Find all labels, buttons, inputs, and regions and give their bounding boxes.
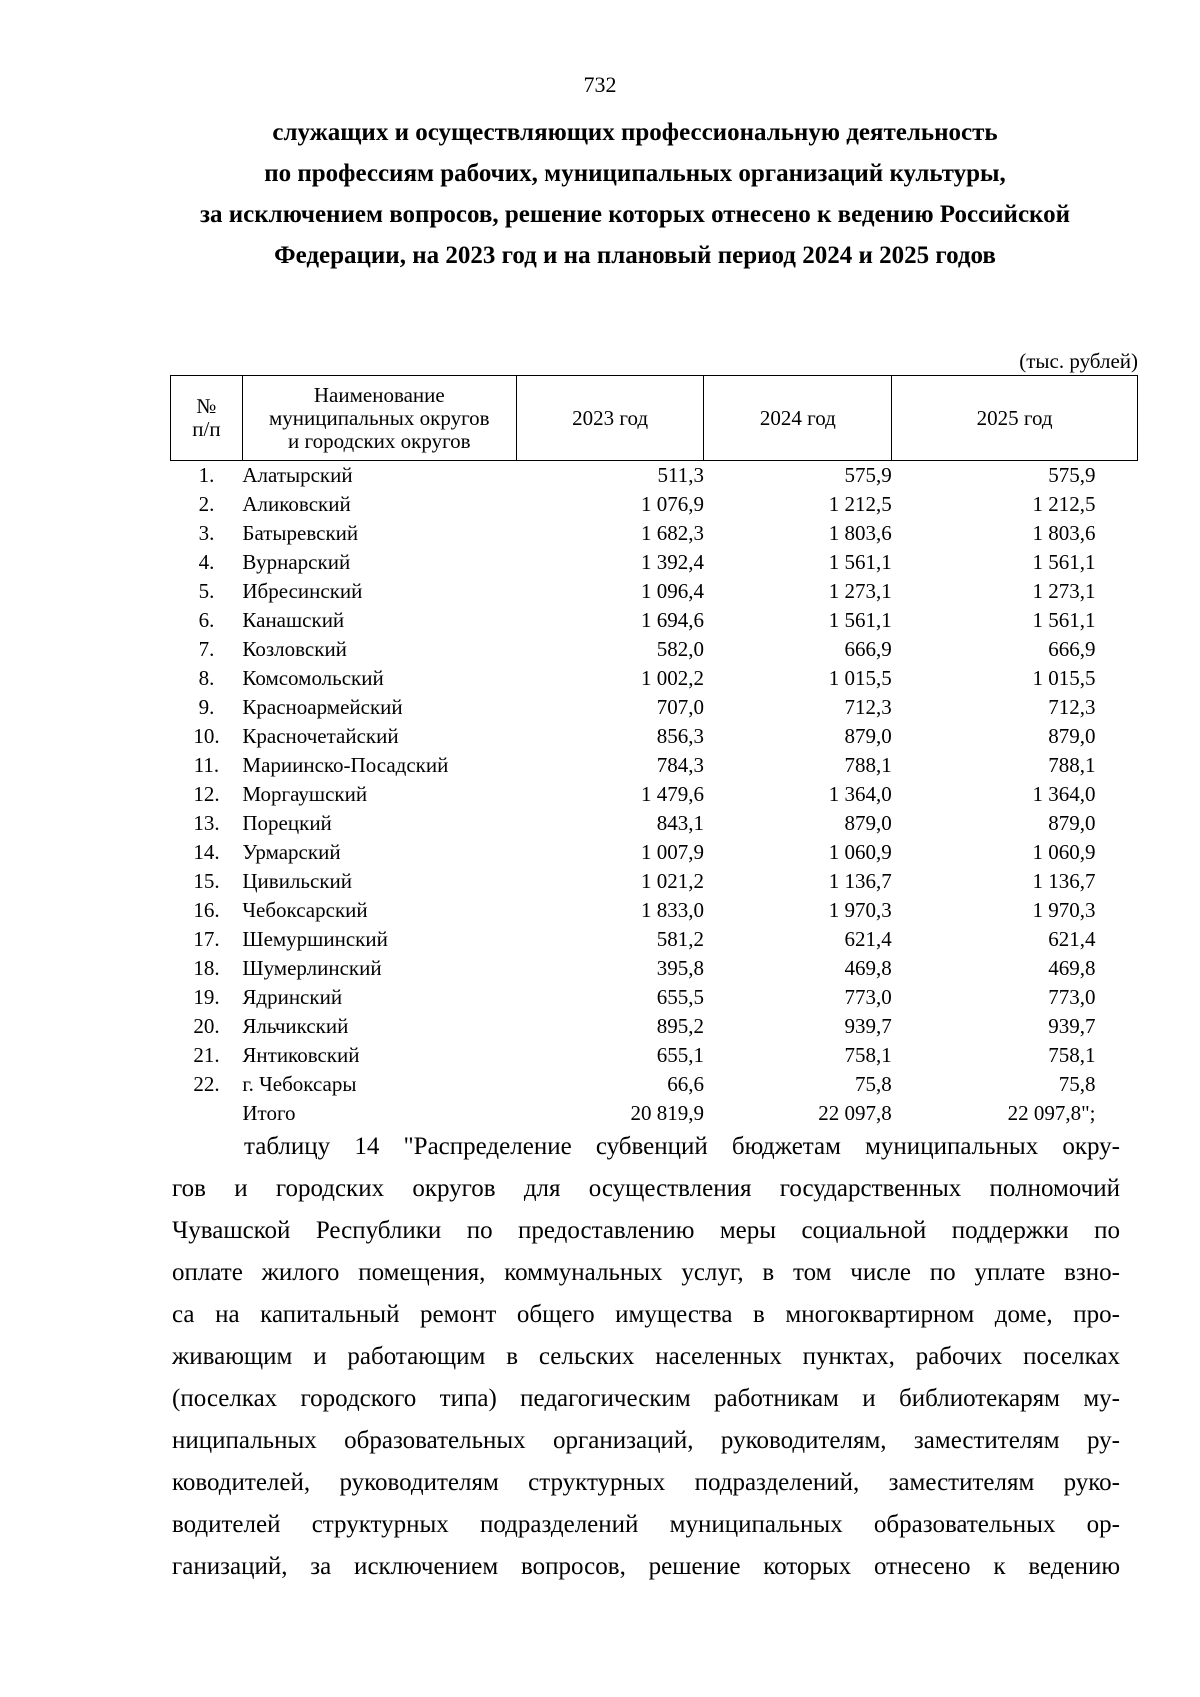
row-2024: 1 561,1 [828,550,892,574]
row-2023: 843,1 [656,811,704,835]
row-number: 16. [193,898,220,922]
row-2025: 575,9 [1048,463,1096,487]
row-number: 9. [198,695,215,719]
table-row [171,983,1138,1012]
row-name: г. Чебоксары [242,1072,357,1096]
row-2024: 788,1 [844,753,892,777]
row-number: 12. [193,782,220,806]
subvention-table [170,375,1138,1128]
table-row [171,1041,1138,1070]
row-2025: 1 015,5 [1032,666,1096,690]
row-2024: 666,9 [844,637,892,661]
table-body [171,461,1138,1100]
row-2023: 511,3 [657,463,704,487]
table-row [171,461,1138,491]
row-2023: 784,3 [656,753,704,777]
row-name: Чебоксарский [242,898,368,922]
total-2024: 22 097,8 [818,1101,892,1125]
table-row [171,751,1138,780]
row-name: Ибресинский [242,579,363,603]
row-2023: 581,2 [656,927,704,951]
table-row [171,693,1138,722]
table-header-row [171,376,1138,461]
table-row [171,664,1138,693]
row-2023: 66,6 [667,1072,704,1096]
row-2024: 1 561,1 [828,608,892,632]
row-2023: 1 392,4 [640,550,704,574]
body-line: Чувашской Республики по предоставлению меры социальной поддержки по [172,1217,1120,1244]
row-name: Моргаушский [242,782,368,806]
row-2025: 879,0 [1048,724,1096,748]
row-name: Ядринский [242,985,343,1009]
table-row [171,867,1138,896]
header-2023: 2023 год [516,376,704,461]
row-2024: 879,0 [844,811,892,835]
row-number: 2. [198,492,215,516]
row-2023: 655,5 [656,985,704,1009]
row-2024: 1 970,3 [828,898,892,922]
table-row [171,838,1138,867]
title-line: по профессиям рабочих, муниципальных организаций культуры, [264,160,1006,187]
row-number: 4. [198,550,215,574]
row-number: 11. [193,753,220,777]
body-paragraph [172,1126,1120,1588]
row-number: 15. [193,869,220,893]
row-2024: 1 364,0 [828,782,892,806]
row-2023: 1 682,3 [640,521,704,545]
row-number: 19. [193,985,220,1009]
row-2023: 895,2 [656,1014,704,1038]
row-2024: 879,0 [844,724,892,748]
body-line: (поселках городского типа) педагогическим работникам и библиотекарям му- [172,1385,1120,1412]
body-line: ниципальных образовательных организаций, руководителям, заместителям ру- [172,1427,1120,1454]
row-number: 5. [198,579,215,603]
row-2023: 395,8 [656,956,704,980]
row-number: 22. [193,1072,220,1096]
row-number: 7. [198,637,215,661]
row-2025: 1 561,1 [1032,550,1096,574]
row-2024: 75,8 [854,1072,892,1096]
row-name: Урмарский [242,840,341,864]
row-2025: 788,1 [1048,753,1096,777]
total-num [171,1099,243,1128]
table-row [171,1070,1138,1099]
row-2024: 712,3 [844,695,892,719]
row-name: Красночетайский [242,724,399,748]
table-row [171,809,1138,838]
row-name: Аликовский [242,492,351,516]
row-number: 8. [198,666,215,690]
header-number: № п/п [171,376,243,461]
row-name: Козловский [242,637,347,661]
row-2025: 469,8 [1048,956,1096,980]
row-name: Цивильский [242,869,353,893]
table-row [171,780,1138,809]
row-number: 14. [193,840,220,864]
row-number: 10. [193,724,220,748]
header-name: Наименование муниципальных округов и городских округов [242,376,516,461]
row-name: Вурнарский [242,550,351,574]
table-row [171,722,1138,751]
row-2024: 773,0 [844,985,892,1009]
body-line: оплате жилого помещения, коммунальных услуг, в том числе по уплате взно- [172,1259,1120,1286]
row-name: Алатырский [242,463,353,487]
body-line: ганизаций, за исключением вопросов, решение которых отнесено к ведению [172,1553,1120,1580]
row-2023: 1 694,6 [640,608,704,632]
header-2024: 2024 год [704,376,892,461]
table-row [171,490,1138,519]
row-2025: 1 212,5 [1032,492,1096,516]
row-2025: 1 561,1 [1032,608,1096,632]
row-number: 3. [198,521,215,545]
row-2024: 758,1 [844,1043,892,1067]
row-2024: 1 015,5 [828,666,892,690]
row-2023: 856,3 [656,724,704,748]
table-row [171,548,1138,577]
row-name: Порецкий [242,811,332,835]
total-row [171,1099,1138,1128]
units-label: (тыс. рублей) [1019,349,1138,373]
row-2025: 712,3 [1048,695,1096,719]
row-number: 1. [198,463,215,487]
header-2025: 2025 год [892,376,1138,461]
body-line: живающим и работающим в сельских населенных пунктах, рабочих поселках [172,1343,1120,1370]
row-name: Красноармейский [242,695,403,719]
row-2025: 666,9 [1048,637,1096,661]
row-2025: 75,8 [1058,1072,1096,1096]
row-2025: 1 803,6 [1032,521,1096,545]
row-2025: 1 273,1 [1032,579,1096,603]
table-row [171,896,1138,925]
row-name: Шемуршинский [242,927,388,951]
document-title [140,112,1130,276]
row-2025: 1 364,0 [1032,782,1096,806]
row-2025: 1 060,9 [1032,840,1096,864]
table-row [171,519,1138,548]
row-2024: 939,7 [844,1014,892,1038]
table-row [171,635,1138,664]
total-2023: 20 819,9 [630,1101,704,1125]
row-2024: 1 212,5 [828,492,892,516]
row-2023: 1 833,0 [640,898,704,922]
row-2025: 621,4 [1048,927,1096,951]
body-line: ководителей, руководителям структурных подразделений, заместителям руко- [172,1469,1120,1496]
row-2024: 469,8 [844,956,892,980]
body-line: водителей структурных подразделений муниципальных образовательных ор- [172,1511,1120,1538]
table-row [171,577,1138,606]
row-2025: 1 970,3 [1032,898,1096,922]
table-row [171,954,1138,983]
body-line: гов и городских округов для осуществления государственных полномочий [172,1175,1120,1202]
row-2023: 655,1 [656,1043,704,1067]
total-closing-quote: "; [1081,1101,1096,1125]
table-row [171,925,1138,954]
title-line: служащих и осуществляющих профессиональную деятельность [272,119,998,146]
row-name: Батыревский [242,521,359,545]
row-2023: 707,0 [656,695,704,719]
row-name: Янтиковский [242,1043,360,1067]
row-2023: 1 076,9 [640,492,704,516]
row-number: 18. [193,956,220,980]
row-2024: 621,4 [844,927,892,951]
row-number: 20. [193,1014,220,1038]
body-line: таблицу 14 "Распределение субвенций бюджетам муниципальных окру- [244,1133,1120,1160]
row-2024: 1 060,9 [828,840,892,864]
row-2023: 1 096,4 [640,579,704,603]
title-line: за исключением вопросов, решение которых отнесено к ведению Российской [199,201,1071,228]
row-number: 13. [193,811,220,835]
total-2025-value: 22 097,8 [1007,1101,1082,1125]
row-2025: 1 136,7 [1032,869,1096,893]
total-2025 [892,1099,1138,1128]
row-2025: 939,7 [1048,1014,1096,1038]
total-label: Итого [242,1101,296,1125]
row-name: Яльчикский [242,1014,349,1038]
row-name: Комсомольский [242,666,384,690]
row-2025: 773,0 [1048,985,1096,1009]
table-row [171,1012,1138,1041]
row-name: Шумерлинский [242,956,382,980]
title-line: Федерации, на 2023 год и на плановый период 2024 и 2025 годов [274,242,996,269]
row-2023: 1 021,2 [640,869,704,893]
row-number: 21. [193,1043,220,1067]
row-2023: 1 007,9 [640,840,704,864]
row-2024: 1 803,6 [828,521,892,545]
row-2023: 582,0 [656,637,704,661]
row-number: 17. [193,927,220,951]
row-2024: 1 136,7 [828,869,892,893]
row-2025: 879,0 [1048,811,1096,835]
row-name: Мариинско-Посадский [242,753,449,777]
table-row [171,606,1138,635]
page-number: 732 [583,72,617,97]
row-number: 6. [198,608,215,632]
row-name: Канашский [242,608,345,632]
row-2023: 1 479,6 [640,782,704,806]
row-2023: 1 002,2 [640,666,704,690]
row-2024: 575,9 [844,463,892,487]
row-2025: 758,1 [1048,1043,1096,1067]
body-line: са на капитальный ремонт общего имущества в многоквартирном доме, про- [172,1301,1120,1328]
row-2024: 1 273,1 [828,579,892,603]
